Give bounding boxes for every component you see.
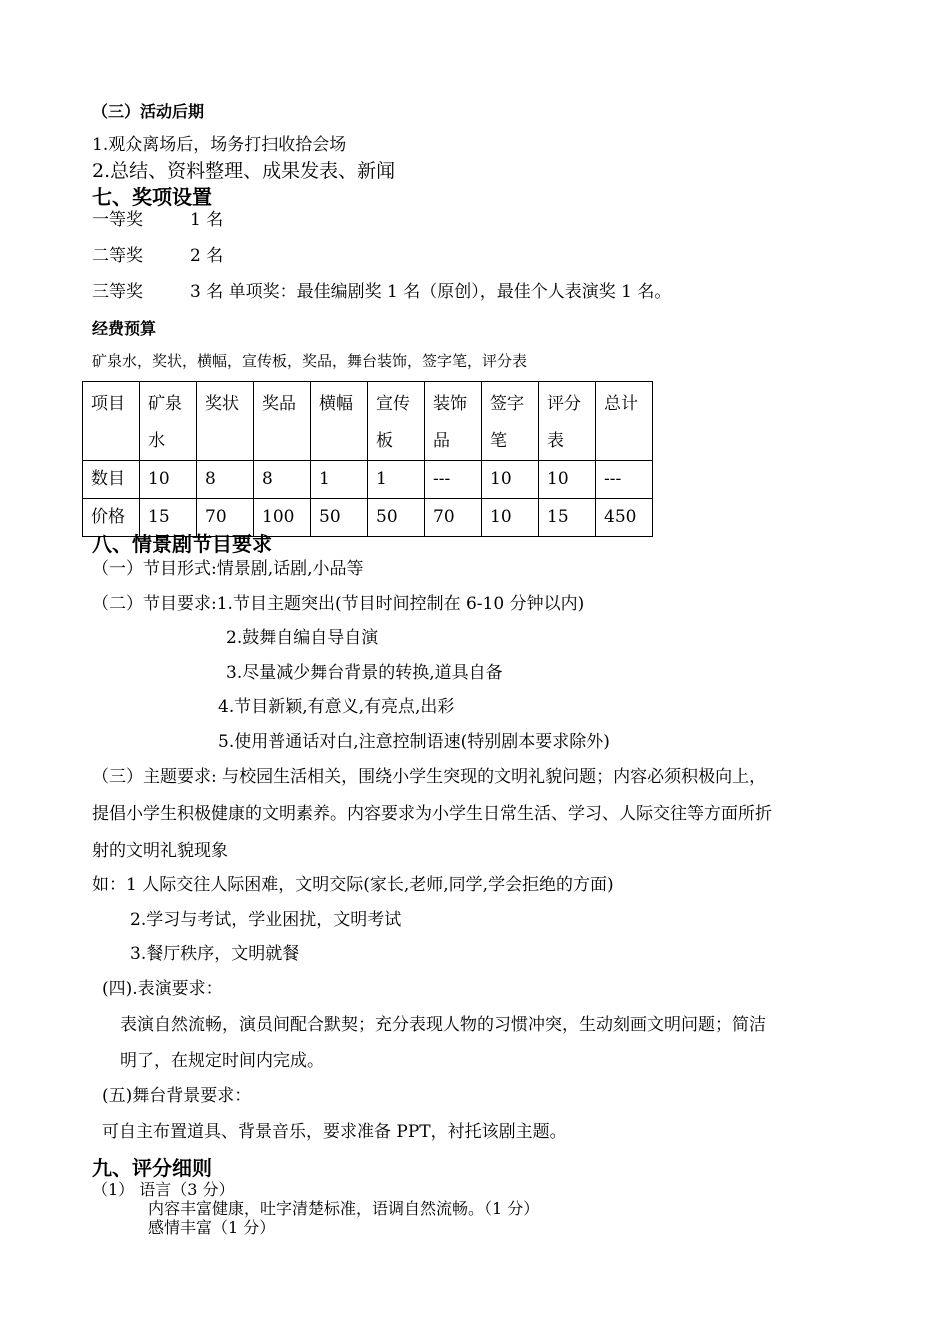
req-perf-heading: (四).表演要求： (102, 979, 223, 999)
budget-cell: 50 (311, 499, 368, 537)
budget-cell: 10 (482, 499, 539, 537)
req-example-2: 2.学习与考试，学业困扰，文明考试 (130, 910, 402, 930)
awards-heading: 七、奖项设置 (92, 185, 212, 209)
post-item-2: 2.总结、资料整理、成果发表、新闻 (92, 160, 396, 182)
budget-cell: 10 (140, 461, 197, 499)
budget-header-cell: 横幅 (311, 382, 368, 461)
budget-cell: 50 (368, 499, 425, 537)
budget-cell: 450 (596, 499, 653, 537)
budget-cell: --- (425, 461, 482, 499)
budget-cell: 70 (425, 499, 482, 537)
award-third-value: 3 名 单项奖：最佳编剧奖 1 名（原创），最佳个人表演奖 1 名。 (190, 282, 672, 302)
budget-cell: 10 (482, 461, 539, 499)
req-prog-2: 2.鼓舞自编自导自演 (226, 628, 379, 648)
budget-cell: 70 (197, 499, 254, 537)
budget-header-cell: 项目 (83, 382, 140, 461)
req-prog-4: 4.节目新颖,有意义,有亮点,出彩 (218, 697, 455, 717)
budget-header-cell: 签字笔 (482, 382, 539, 461)
scoring-item-1: （1） 语言（3 分） (92, 1180, 235, 1199)
budget-cell: 10 (539, 461, 596, 499)
budget-row-quantity (83, 461, 653, 499)
budget-cell: --- (596, 461, 653, 499)
budget-header-cell: 评分表 (539, 382, 596, 461)
budget-summary: 矿泉水，奖状，横幅，宣传板，奖品，舞台装饰，签字笔，评分表 (92, 352, 528, 370)
budget-header-cell: 奖品 (254, 382, 311, 461)
budget-cell: 1 (368, 461, 425, 499)
budget-header-cell: 宣传板 (368, 382, 425, 461)
req-form: （一）节目形式:情景剧,话剧,小品等 (92, 559, 364, 579)
budget-header-cell: 奖状 (197, 382, 254, 461)
req-theme-2: 提倡小学生积极健康的文明素养。内容要求为小学生日常生活、学习、人际交往等方面所折 (92, 804, 772, 824)
budget-cell: 数目 (83, 461, 140, 499)
award-first-value: 1 名 (190, 210, 224, 230)
req-theme-3: 射的文明礼貌现象 (92, 841, 228, 861)
award-second-label: 二等奖 (92, 246, 143, 266)
req-perf-1: 表演自然流畅，演员间配合默契；充分表现人物的习惯冲突，生动刻画文明问题；简洁 (120, 1015, 766, 1035)
budget-header-row (83, 382, 653, 461)
budget-cell: 1 (311, 461, 368, 499)
budget-cell: 15 (140, 499, 197, 537)
req-prog-1: （二）节目要求:1.节目主题突出(节目时间控制在 6-10 分钟以内) (92, 594, 585, 614)
req-prog-3: 3.尽量减少舞台背景的转换,道具自备 (226, 663, 503, 683)
budget-cell: 8 (254, 461, 311, 499)
budget-row-price (83, 499, 653, 537)
budget-header-cell: 装饰品 (425, 382, 482, 461)
award-first-label: 一等奖 (92, 210, 143, 230)
req-example-1: 如：1 人际交往人际困难，文明交际(家长,老师,同学,学会拒绝的方面) (92, 875, 614, 895)
budget-cell: 8 (197, 461, 254, 499)
req-stage-heading: (五)舞台背景要求： (102, 1086, 252, 1106)
scoring-heading: 九、评分细则 (92, 1156, 212, 1180)
budget-heading: 经费预算 (92, 319, 157, 338)
req-theme-1: （三）主题要求: 与校园生活相关，围绕小学生突现的文明礼貌问题；内容必须积极向上， (92, 767, 767, 787)
award-second-value: 2 名 (190, 246, 224, 266)
req-perf-2: 明了，在规定时间内完成。 (120, 1051, 324, 1071)
scoring-item-1-a: 内容丰富健康，吐字清楚标准，语调自然流畅。（1 分） (148, 1199, 540, 1218)
requirements-heading: 八、情景剧节目要求 (92, 532, 272, 556)
post-item-1: 1.观众离场后，场务打扫收拾会场 (92, 135, 347, 155)
budget-cell: 100 (254, 499, 311, 537)
budget-cell: 价格 (83, 499, 140, 537)
budget-table (82, 381, 653, 537)
req-prog-5: 5.使用普通话对白,注意控制语速(特别剧本要求除外) (218, 732, 610, 752)
budget-cell: 15 (539, 499, 596, 537)
budget-header-cell: 总计 (596, 382, 653, 461)
req-stage-text: 可自主布置道具、背景音乐，要求准备 PPT，衬托该剧主题。 (102, 1122, 567, 1142)
award-third-label: 三等奖 (92, 282, 143, 302)
budget-header-cell: 矿泉水 (140, 382, 197, 461)
post-heading: （三）活动后期 (92, 102, 205, 121)
req-example-3: 3.餐厅秩序，文明就餐 (130, 944, 300, 964)
scoring-item-1-b: 感情丰富（1 分） (148, 1218, 276, 1237)
